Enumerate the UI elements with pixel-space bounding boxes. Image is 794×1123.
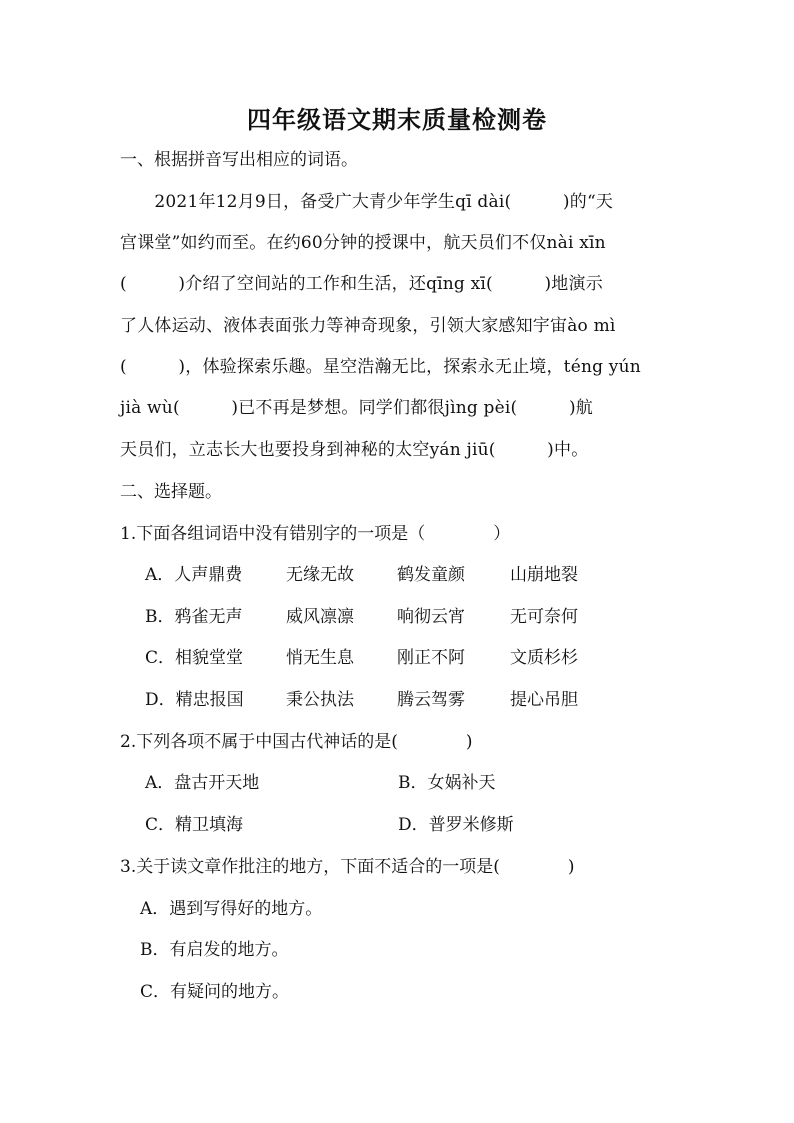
q1-option-d-word: 秉公执法	[286, 690, 354, 710]
passage-line: 了人体运动、液体表面张力等神奇现象，引领大家感知宇宙ào mì	[120, 316, 616, 336]
passage-line: jià wù( )已不再是梦想。同学们都很jìng pèi( )航	[120, 398, 593, 418]
q1-option-c-word: 文质杉杉	[510, 648, 578, 668]
passage-line: ( )，体验探索乐趣。星空浩瀚无比，探索永无止境，téng yún	[120, 357, 641, 377]
passage-line: 宫课堂”如约而至。在约60分钟的授课中，航天员们不仅nài xīn	[120, 233, 606, 253]
q1-option-d-word: 腾云驾雾	[397, 690, 465, 710]
q2-option-c: C．精卫填海	[145, 815, 244, 835]
question-3-stem: 3.关于读文章作批注的地方，下面不适合的一项是( )	[120, 857, 575, 877]
q1-option-d-label: D．精忠报国	[145, 690, 244, 710]
page-title: 四年级语文期末质量检测卷	[247, 105, 547, 134]
passage-line: ( )介绍了空间站的工作和生活，还qīng xī( )地演示	[120, 274, 603, 294]
q2-option-b: B．女娲补天	[398, 773, 496, 793]
q1-option-a-label: A．人声鼎费	[145, 565, 243, 585]
q1-option-c-word: 悄无生息	[286, 648, 354, 668]
q2-option-a: A．盘古开天地	[145, 773, 260, 793]
passage-line: 天员们，立志长大也要投身到神秘的太空yán jiū( )中。	[120, 440, 589, 460]
q3-option-a: A．遇到写得好的地方。	[140, 899, 323, 919]
question-1-stem: 1.下面各组词语中没有错别字的一项是（ ）	[120, 524, 511, 544]
passage-line: 2021年12月9日，备受广大青少年学生qī dài( )的“天	[120, 192, 614, 212]
section1-heading: 一、根据拼音写出相应的词语。	[120, 150, 358, 170]
q1-option-c-word: 刚正不阿	[397, 648, 465, 668]
q1-option-d-word: 提心吊胆	[510, 690, 578, 710]
q3-option-c: C．有疑问的地方。	[140, 982, 290, 1002]
q1-option-b-word: 无可奈何	[510, 607, 578, 627]
q1-option-a-word: 鹤发童颜	[397, 565, 465, 585]
q2-option-d: D．普罗米修斯	[398, 815, 514, 835]
q1-option-b-word: 响彻云宵	[397, 607, 465, 627]
q1-option-c-label: C．相貌堂堂	[145, 648, 244, 668]
q1-option-a-word: 无缘无故	[286, 565, 354, 585]
section2-heading: 二、选择题。	[120, 482, 222, 502]
q1-option-b-label: B．鸦雀无声	[145, 607, 243, 627]
q1-option-b-word: 威风凛凛	[286, 607, 354, 627]
question-2-stem: 2.下列各项不属于中国古代神话的是( )	[120, 732, 473, 752]
q1-option-a-word: 山崩地裂	[510, 565, 578, 585]
q3-option-b: B．有启发的地方。	[140, 940, 289, 960]
